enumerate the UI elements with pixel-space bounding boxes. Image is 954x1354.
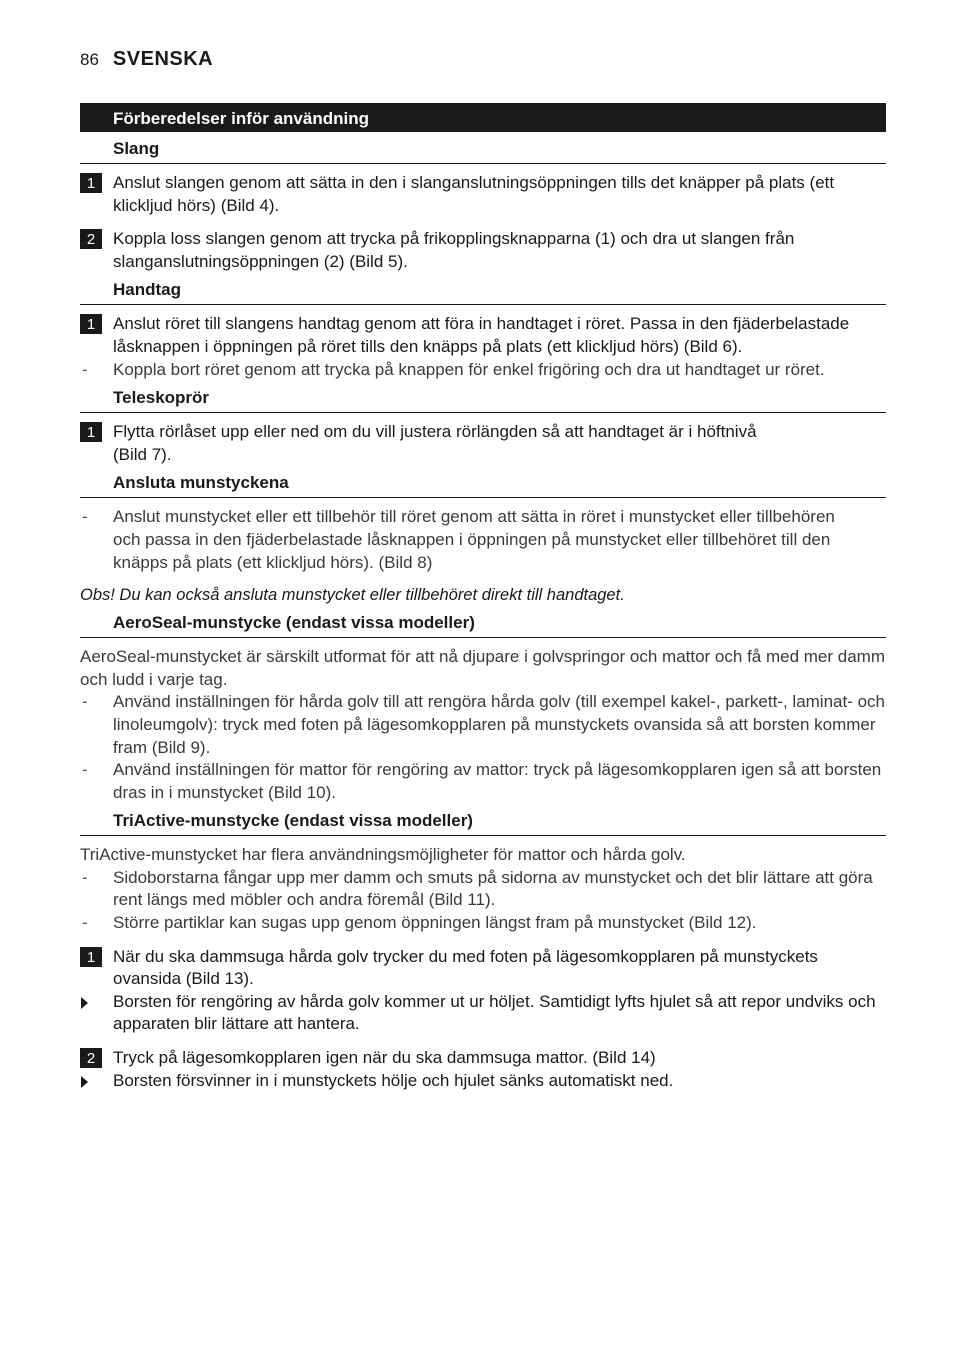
result-text: Borsten försvinner in i munstyckets hölje och hjulet sänks automatiskt ned. (113, 1070, 674, 1090)
subheading-handtag: Handtag (80, 279, 886, 305)
bullet-item (80, 759, 886, 804)
step-item (80, 172, 886, 217)
bullet-text: Koppla bort röret genom att trycka på knappen för enkel frigöring och dra ut handtaget ur röret. (113, 359, 825, 379)
step-item (80, 1047, 886, 1070)
bullet-text: Sidoborstarna fångar upp mer damm och smuts på sidorna av munstycket och det blir lättare att göra rent längs med möbler och andra föremål (Bild 11). (113, 867, 873, 910)
step-number: 1 (80, 422, 102, 442)
result-arrow-icon (81, 1076, 88, 1088)
intro-paragraph: AeroSeal-munstycket är särskilt utformat för att nå djupare i golvspringor och mattor och få med mer damm och ludd i varje tag. (80, 647, 885, 689)
step-item (80, 946, 886, 991)
step-text: Flytta rörlåset upp eller ned om du vill justera rörlängden så att handtaget är i höftnivå (Bild 7). (113, 422, 757, 464)
step-number: 2 (80, 229, 102, 249)
subheading-triactive: TriActive-munstycke (endast vissa modeller) (80, 810, 886, 836)
bullet-item (80, 359, 886, 382)
note-text: Obs! Du kan också ansluta munstycket eller tillbehöret direkt till handtaget. (80, 586, 625, 605)
step-text: Anslut röret till slangens handtag genom att föra in handtaget i röret. Passa in den fjäderbelastade låsknappen i öppningen på röret tills den knäpps på plats (ett klickljud hörs) (Bild 6). (113, 314, 850, 356)
result-item (80, 1070, 886, 1093)
step-text: När du ska dammsuga hårda golv trycker du med foten på lägesomkopplaren på munstyckets ovansida (Bild 13). (113, 946, 818, 989)
step-number: 1 (80, 314, 102, 334)
step-item (80, 421, 886, 466)
subheading-aeroseal: AeroSeal-munstycke (endast vissa modeller) (80, 612, 886, 638)
bullet-item (80, 912, 886, 935)
subheading-teleskop: Teleskoprör (80, 387, 886, 413)
step-number: 1 (80, 947, 102, 967)
subheading-slang: Slang (80, 138, 886, 164)
dash-bullet: - (82, 867, 88, 887)
step-item (80, 313, 886, 358)
dash-bullet: - (82, 692, 88, 712)
bullet-item (80, 691, 886, 759)
result-text: Borsten för rengöring av hårda golv kommer ut ur höljet. Samtidigt lyfts hjulet så att repor undviks och apparaten blir lättare att hantera. (113, 991, 876, 1034)
language-label: SVENSKA (112, 48, 214, 70)
step-text: Anslut slangen genom att sätta in den i slanganslutningsöppningen tills det knäpper på plats (ett klickljud hörs) (Bild 4). (113, 173, 835, 215)
bullet-text: Anslut munstycket eller ett tillbehör till röret genom att sätta in röret i munstycket eller tillbehören och passa in den fjäderbelastade låsknappen i öppningen på munstycket eller tillbehöret till den knäpps på plats (ett klickljud hörs). (Bild 8) (113, 507, 835, 572)
page-number: 86 (80, 50, 99, 69)
intro-paragraph: TriActive-munstycket har flera användningsmöjligheter för mattor och hårda golv. (80, 845, 686, 865)
bullet-item (80, 506, 886, 574)
dash-bullet: - (82, 507, 88, 527)
page-header (80, 48, 213, 71)
dash-bullet: - (82, 359, 88, 379)
bullet-item (80, 867, 886, 912)
bullet-text: Använd inställningen för mattor för rengöring av mattor: tryck på lägesomkopplaren igen så att borsten dras in i munstycket (Bild 10). (113, 760, 882, 802)
section-title: Förberedelser inför användning (80, 103, 886, 132)
dash-bullet: - (82, 760, 88, 780)
step-number: 2 (80, 1048, 102, 1068)
main-content (80, 103, 886, 1092)
step-number: 1 (80, 173, 102, 193)
dash-bullet: - (82, 913, 88, 933)
bullet-text: Större partiklar kan sugas upp genom öppningen längst fram på munstycket (Bild 12). (113, 913, 757, 933)
result-item (80, 991, 886, 1036)
step-text: Koppla loss slangen genom att trycka på frikopplingsknapparna (1) och dra ut slangen från slanganslutningsöppningen (2) (Bild 5). (113, 229, 795, 271)
bullet-text: Använd inställningen för hårda golv till att rengöra hårda golv (till exempel kakel-, parkett-, laminat- och linoleumgolv): tryck med foten på lägesomkopplaren på munstyckets ovansida så att borsten kommer fram (Bild 9). (113, 692, 886, 757)
step-text: Tryck på lägesomkopplaren igen när du ska dammsuga mattor. (Bild 14) (113, 1048, 656, 1068)
subheading-ansluta: Ansluta munstyckena (80, 472, 886, 498)
result-arrow-icon (81, 997, 88, 1009)
step-item (80, 228, 886, 273)
